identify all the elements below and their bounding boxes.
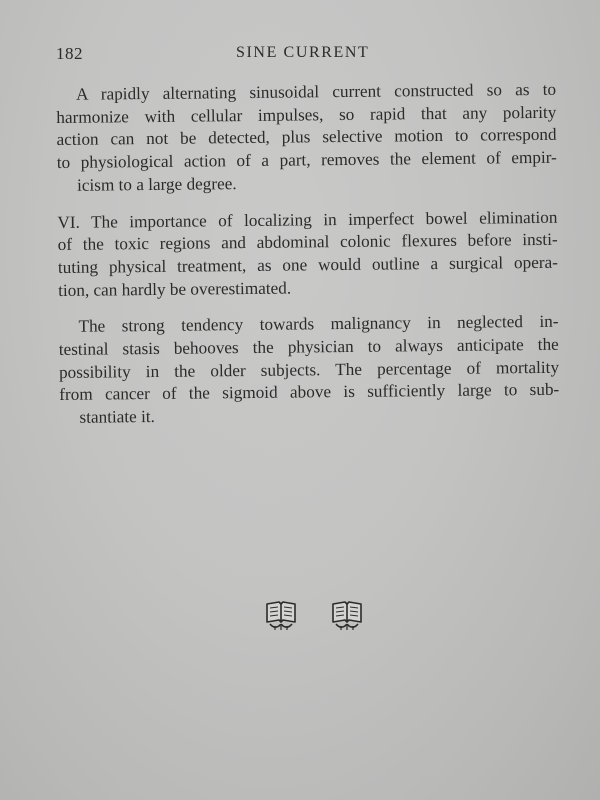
text-line: action can not be detected, plus selective motion to correspond [56, 125, 557, 150]
paragraph-2 [57, 206, 558, 302]
text-line: of the toxic regions and abdominal colonic flexures before insti- [57, 229, 558, 255]
text-line: harmonize with cellular impulses, so rapid that any polarity [56, 102, 557, 127]
text-line: stantiate it. [79, 407, 156, 427]
text-line: icism to a large degree. [76, 173, 237, 195]
open-book-icon [264, 598, 298, 632]
body-text [56, 79, 560, 444]
text-line: tuting physical treatment, as one would outline a surgical opera- [57, 252, 558, 277]
text-line: tion, can hardly be overestimated. [58, 278, 292, 300]
text-line: testinal stasis behooves the physician to always anticipate the [58, 334, 559, 360]
paragraph-3 [58, 311, 559, 430]
page-number: 182 [56, 44, 83, 63]
paragraph-1 [56, 79, 557, 198]
text-line: from cancer of the sigmoid above is sufficiently large to sub- [59, 380, 560, 405]
text-line: to physiological action of a part, removes the element of empir- [56, 147, 557, 173]
open-book-icon [330, 598, 364, 632]
text-line: The strong tendency towards malignancy in neglected in- [78, 312, 559, 337]
page-header [56, 44, 556, 70]
running-title: SINE CURRENT [236, 44, 370, 61]
text-line: A rapidly alternating sinusoidal current constructed so as to [76, 79, 557, 104]
end-ornaments [264, 598, 366, 634]
text-line: possibility in the older subjects. The percentage of mortality [58, 357, 560, 382]
text-line: VI. The importance of localizing in imperfect bowel elimination [57, 207, 558, 232]
